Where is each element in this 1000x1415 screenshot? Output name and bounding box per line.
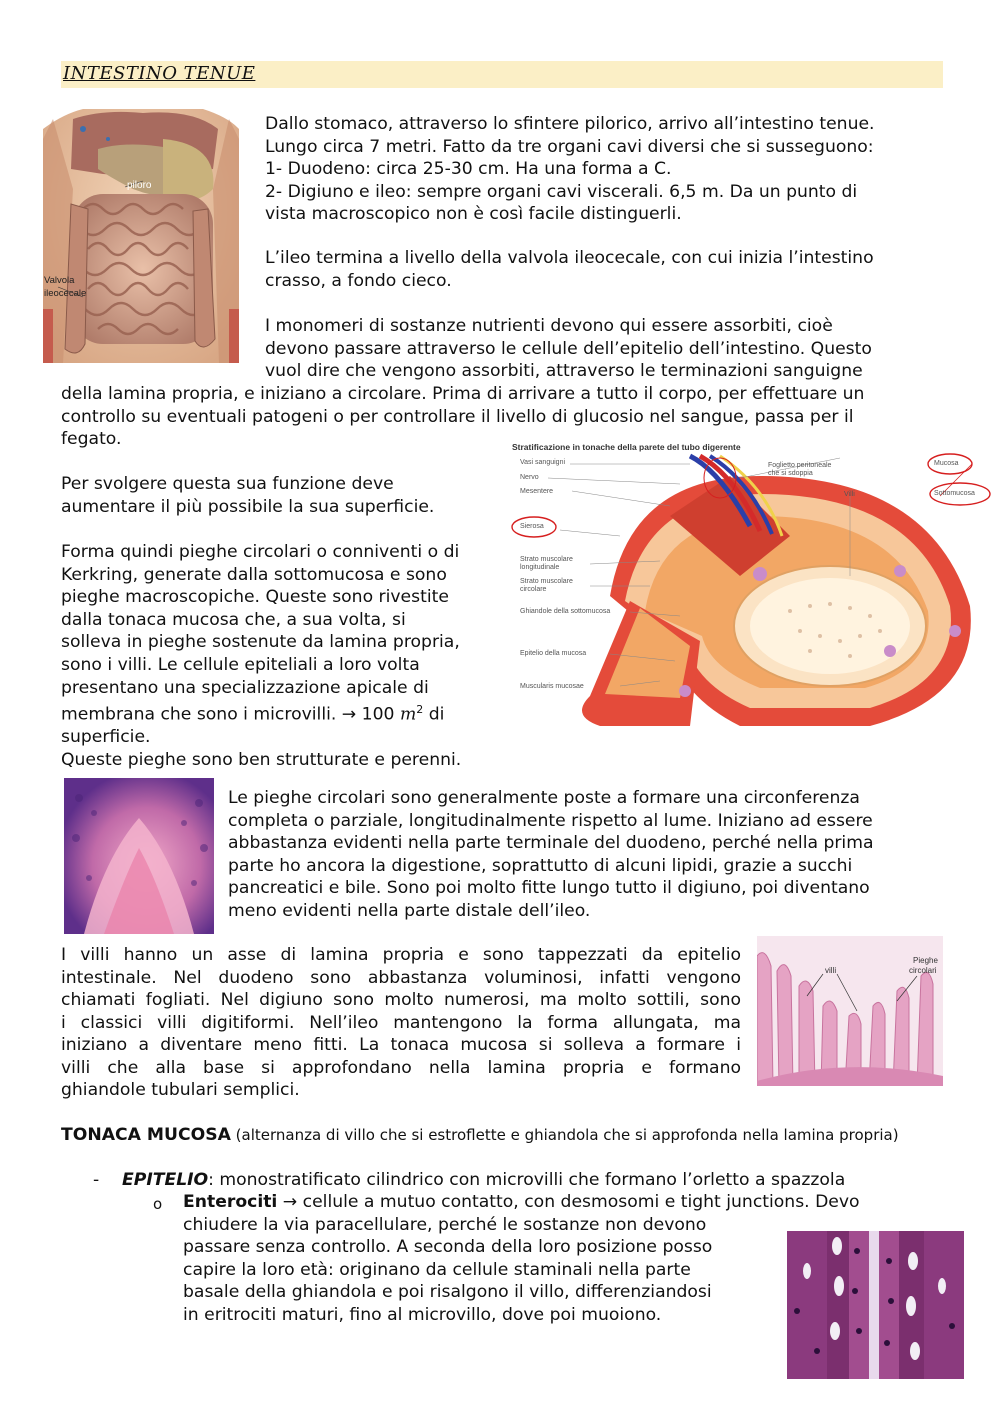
text-line: i classici villi digitiformi. Nell’ileo mantengono la forma allungata, ma [61,1012,741,1033]
epitelio-line [122,1169,845,1192]
anatomy-figure [43,109,239,363]
text-line: I monomeri di sostanze nutrienti devono qui essere assorbiti, cioè [265,316,833,336]
label-mucosa: Mucosa [934,460,959,467]
tonaca-heading-line [61,1124,899,1147]
superficie-paragraph [61,473,434,518]
text-line: chiamati fogliati. Nel digiuno sono molto numerosi, ma molto sottili, sono [61,990,741,1011]
text-line: ghiandole tubulari semplici. [61,1080,300,1100]
text-line: L’ileo termina a livello della valvola ileocecale, con cui inizia l’intestino [265,248,874,268]
text-line: Le pieghe circolari sono generalmente poste a formare una circonferenza [228,788,860,808]
text-line: presentano una specializzazione apicale di [61,677,429,698]
section-note: (alternanza di villo che si estroflette e ghiandola che si approfonda nella lamina propria) [230,1126,899,1144]
text-line: abbastanza evidenti nella parte terminale del duodeno, perché nella prima [228,833,874,854]
pieghe-paragraph [61,541,461,772]
list-item: 1- Duodeno: circa 25-30 cm. Ha una forma a C. [265,159,672,180]
anatomy-illustration [43,109,239,363]
histology-figure-1 [64,778,214,934]
circolari-paragraph [228,787,874,923]
villi-last-line [61,1079,300,1102]
epitelio-bullet-dash: - [93,1170,100,1190]
text-line: completa o parziale, longitudinalmente rispetto al lume. Iniziano ad essere [228,810,873,831]
enterocyte-figure [787,1231,964,1379]
text-line: Per svolgere questa sua funzione deve [61,474,394,494]
text-line: parte ho ancora la digestione, soprattutto di alcuni lipidi, grazie a succhi [228,855,853,876]
text-line: Queste pieghe sono ben strutturate e perenni. [61,750,462,771]
epitelio-label: EPITELIO [122,1170,209,1190]
unit-exponent: 2 [416,703,424,717]
text-line: chiudere la via paracellulare, perché le sostanze non devono [183,1214,707,1235]
text-span: → cellule a mutuo contatto, con desmosomi e tight junctions. Devo [277,1192,860,1212]
label-piloro: piloro [127,180,152,191]
label-ileocecale: ileocecale [44,288,87,299]
text-line: crasso, a fondo cieco. [265,270,452,291]
enterociti-paragraph [183,1191,860,1327]
text-line: intestinale. Nel duodeno sono abbastanza voluminosi, infatti vengono [61,967,741,988]
text-line: iniziano a diventare meno fitti. La tonaca mucosa si solleva a formare i [61,1035,741,1056]
text-line: passare senza controllo. A seconda della loro posizione posso [183,1237,713,1258]
text-line: della lamina propria, e iniziano a circolare. Prima di arrivare a tutto il corpo, per effettuare un [61,384,865,404]
epitelio-text: : monostratificato cilindrico con microvilli che formano l’orletto a spazzola [208,1170,846,1190]
enterocyte-illustration [787,1231,964,1379]
villi-paragraph [61,944,741,1080]
label-ghiandole: Ghiandole della sottomucosa [520,608,611,615]
text-line [61,699,461,726]
text-line: superficie. [61,727,151,748]
enterociti-label: Enterociti [183,1192,278,1212]
label-long2: longitudinale [520,564,560,571]
label-circ2: circolare [520,586,547,593]
label-sottomucosa: Sottomucosa [934,490,975,497]
text-line: aumentare il più possibile la sua superficie. [61,496,435,517]
villi-figure [757,936,943,1086]
label-sierosa: Sierosa [520,523,544,530]
enterociti-bullet: o [153,1195,163,1213]
text-line: basale della ghiandola e poi risalgono il villo, differenziandosi [183,1282,712,1303]
text-line [183,1191,860,1214]
label-foglietto2: che si sdoppia [768,470,813,477]
text-line: meno evidenti nella parte distale dell’ileo. [228,900,591,921]
strat-title: Stratificazione in tonache della parete del tubo digerente [512,442,741,452]
text-line: I villi hanno un asse di lamina propria e sono tappezzati da epitelio [61,945,741,965]
text-line: pancreatici e bile. Sono poi molto fitte lungo tutto il digiuno, poi diventano [228,878,870,899]
label-villi: Villi [844,491,855,498]
text-line: vista macroscopico non è così facile distinguerli. [265,204,682,225]
label-epitelio: Epitelio della mucosa [520,650,587,657]
label-mesentere: Mesentere [520,488,554,495]
label-circ1: Strato muscolare [520,578,573,585]
text-span: membrana che sono i microvilli. → 100 [61,704,400,725]
stratification-illustration [510,436,996,740]
text-line: pieghe macroscopiche. Queste sono rivestite [61,587,449,608]
text-line: devono passare attraverso le cellule dell’epitelio dell’intestino. Questo [265,338,872,359]
text-line: controllo su eventuali patogeni o per controllare il livello di glucosio nel sangue, passa per il [61,406,854,427]
list-item: 2- Digiuno e ileo: sempre organi cavi viscerali. 6,5 m. Da un punto di [265,181,858,202]
text-line: Forma quindi pieghe circolari o conniventi o di [61,542,460,562]
label-circolari: circolari [909,966,937,975]
intro-paragraph [265,113,875,226]
histology-illustration [64,778,214,934]
text-line: in eritrociti maturi, fino al microvillo, dove poi muoiono. [183,1304,662,1325]
ileo-paragraph [265,247,874,292]
text-line: capire la loro età: originano da cellule staminali nella parte [183,1259,691,1280]
label-villi-fig: villi [825,966,837,975]
text-line: sono i villi. Le cellule epiteliali a loro volta [61,654,420,675]
text-line: fegato. [61,429,122,450]
label-pieghe: Pieghe [913,956,938,965]
page-title: INTESTINO TENUE [63,63,256,84]
unit-symbol: m [399,704,417,725]
section-heading: TONACA MUCOSA [61,1125,231,1145]
text-line: villi che alla base si approfondano nella lamina propria e formano [61,1057,741,1078]
text-span: di [423,704,445,725]
label-vasi: Vasi sanguigni [520,459,566,466]
text-line: solleva in pieghe sostenute da lamina propria, [61,632,460,653]
text-line: dalla tonaca mucosa che, a sua volta, si [61,609,406,630]
text-line: Lungo circa 7 metri. Fatto da tre organi cavi diversi che si susseguono: [265,136,874,157]
label-nervo: Nervo [520,474,539,481]
text-line: vuol dire che vengono assorbiti, attraverso le terminazioni sanguigne [265,361,863,382]
label-long1: Strato muscolare [520,556,573,563]
label-muscolaris: Muscularis mucosae [520,683,584,690]
label-valvola: Valvola [44,275,75,286]
label-foglietto1: Foglietto peritoneale [768,462,832,469]
text-line: Dallo stomaco, attraverso lo sfintere pilorico, arrivo all’intestino tenue. [265,114,875,134]
text-line: Kerkring, generate dalla sottomucosa e sono [61,564,447,585]
stratification-figure [510,436,996,740]
monomeri-paragraph-top [265,315,872,383]
